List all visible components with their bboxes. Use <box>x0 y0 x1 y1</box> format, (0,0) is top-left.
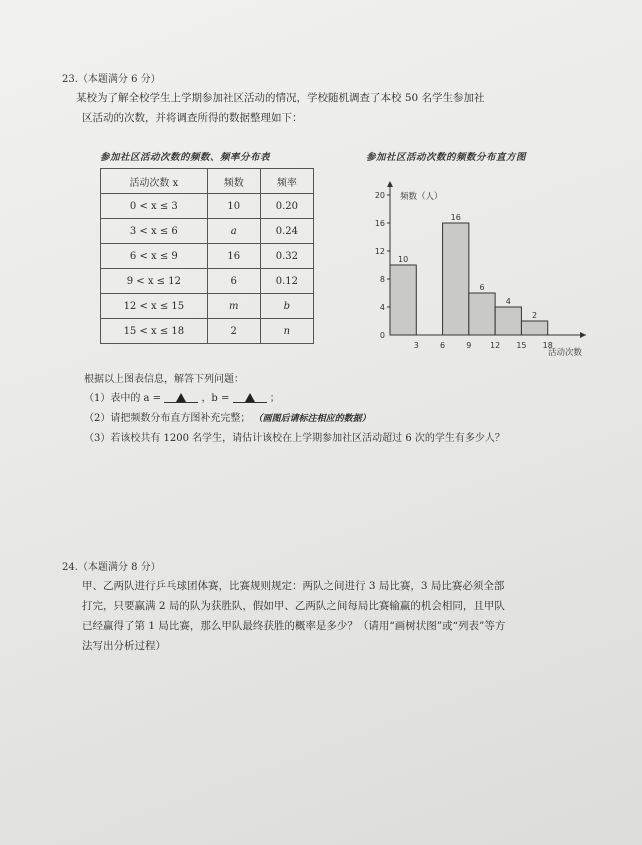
question-23 <box>62 70 602 129</box>
table-header-row <box>101 169 314 194</box>
x-tick-label: 12 <box>490 341 501 350</box>
frequency-table <box>100 168 314 344</box>
histogram-title: 参加社区活动次数的频数分布直方图 <box>366 152 527 163</box>
table-row <box>101 319 314 344</box>
table-cell: 0.12 <box>260 269 313 294</box>
x-axis-arrow-icon <box>580 332 586 338</box>
triangle-icon <box>245 393 255 402</box>
x-axis-label: 活动次数 <box>547 348 582 358</box>
question-24-line1: 甲、乙两队进行乒乓球团体赛，比赛规则规定：两队之间进行 3 局比赛，3 局比赛必须全部 <box>82 580 505 592</box>
x-tick-label: 9 <box>466 341 472 350</box>
part1-mid: ，b = <box>201 393 230 404</box>
frequency-table-title: 参加社区活动次数的频数、频率分布表 <box>100 152 271 163</box>
table-cell: 12 < x ≤ 15 <box>101 294 208 319</box>
table-header-cell: 频率 <box>260 169 313 194</box>
y-axis-label: 频数（人） <box>400 192 443 202</box>
y-tick-label: 8 <box>379 275 385 284</box>
bar-value-label: 10 <box>398 255 409 264</box>
question-23-part1 <box>84 389 280 408</box>
question-23-lead: 根据以上图表信息，解答下列问题： <box>84 374 244 385</box>
table-cell: 10 <box>207 194 260 219</box>
x-tick-label: 3 <box>413 341 419 350</box>
table-row <box>101 244 314 269</box>
histogram-bar <box>390 265 416 335</box>
table-cell: 6 < x ≤ 9 <box>101 244 208 269</box>
y-tick-label: 4 <box>379 303 385 312</box>
x-tick-label: 18 <box>542 341 553 350</box>
question-23-intro-line1: 某校为了解全校学生上学期参加社区活动的情况，学校随机调查了本校 50 名学生参加社 <box>76 92 485 104</box>
table-row <box>101 194 314 219</box>
y-tick-label: 20 <box>374 191 385 200</box>
x-tick-label: 6 <box>440 341 446 350</box>
table-cell: 16 <box>207 244 260 269</box>
table-cell: 15 < x ≤ 18 <box>101 319 208 344</box>
table-row <box>101 219 314 244</box>
table-cell: 0 < x ≤ 3 <box>101 194 208 219</box>
table-cell: 0.20 <box>260 194 313 219</box>
question-24-line3: 已经赢得了第 1 局比赛，那么甲队最终获胜的概率是多少？（请用“画树状图”或“列表”等方 <box>82 619 506 632</box>
table-cell: a <box>207 219 260 244</box>
histogram-chart <box>358 175 598 375</box>
table-cell: m <box>207 294 260 319</box>
question-23-intro-line2: 区活动的次数，并将调查所得的数据整理如下： <box>82 111 303 124</box>
table-header-cell: 频数 <box>207 169 260 194</box>
table-row <box>101 269 314 294</box>
bar-value-label: 16 <box>450 213 461 222</box>
y-tick-label: 16 <box>374 219 385 228</box>
triangle-icon <box>176 393 186 402</box>
question-24-title: 24.（本题满分 8 分） <box>62 562 161 573</box>
table-header-cell: 活动次数 x <box>101 169 208 194</box>
answer-blank-b <box>233 390 267 403</box>
part1-prefix: （1）表中的 a = <box>84 393 162 404</box>
table-cell: 6 <box>207 269 260 294</box>
bar-value-label: 6 <box>479 283 485 292</box>
part2-text: （2）请把频数分布直方图补充完整； <box>84 413 251 424</box>
table-cell: 9 < x ≤ 12 <box>101 269 208 294</box>
table-cell: 3 < x ≤ 6 <box>101 219 208 244</box>
y-axis-arrow-icon <box>387 181 393 187</box>
table-row <box>101 294 314 319</box>
histogram-bar <box>495 307 521 335</box>
question-23-part3: （3）若该校共有 1200 名学生，请估计该校在上学期参加社区活动超过 6 次的学生有多少人？ <box>84 433 505 444</box>
bar-value-label: 2 <box>532 311 538 320</box>
question-23-part2 <box>84 409 371 428</box>
y-tick-label: 0 <box>379 331 385 340</box>
part2-note: （画图后请标注相应的数据） <box>253 414 371 424</box>
table-cell: 0.24 <box>260 219 313 244</box>
table-cell: 0.32 <box>260 244 313 269</box>
question-24 <box>62 558 610 657</box>
y-tick-label: 12 <box>374 247 385 256</box>
part1-end: ； <box>269 393 280 404</box>
histogram-bar <box>521 321 547 335</box>
answer-blank-a <box>164 390 198 403</box>
table-cell: b <box>260 294 313 319</box>
table-cell: 2 <box>207 319 260 344</box>
question-23-title: 23.（本题满分 6 分） <box>62 74 161 85</box>
histogram-bar <box>469 293 495 335</box>
bar-value-label: 4 <box>505 297 511 306</box>
table-cell: n <box>260 319 313 344</box>
question-24-line2: 打完，只要赢满 2 局的队为获胜队，假如甲、乙两队之间每局比赛输赢的机会相同，且甲队 <box>82 599 505 612</box>
x-tick-label: 15 <box>516 341 527 350</box>
histogram-bar <box>443 223 469 335</box>
question-24-line4: 法写出分析过程） <box>82 639 166 652</box>
